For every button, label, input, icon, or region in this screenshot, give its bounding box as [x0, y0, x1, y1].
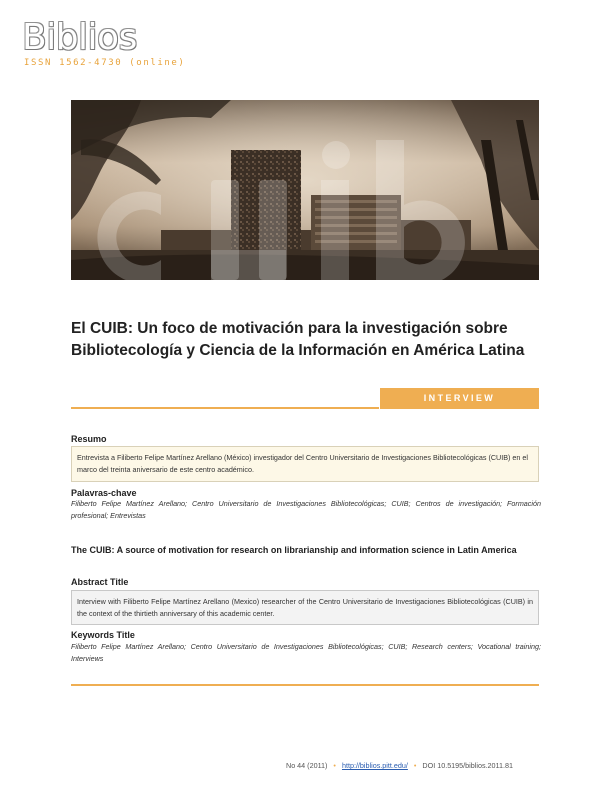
resumen-abstract: Entrevista a Filiberto Felipe Martínez Arellano (México) investigador del Centro Universitario de Investigaciones Bibliotecológicas (CUIB) en el marco del treinta aniversario de este centro académico. — [71, 446, 539, 482]
footer-issue: No 44 (2011) — [286, 761, 328, 770]
palabras-clave-text: Filiberto Felipe Martínez Arellano; Centro Universitario de Investigaciones Bibliotecológicas; CUIB; Centros de investigación; Formación profesional; Entrevistas — [71, 499, 541, 520]
english-title: The CUIB: A source of motivation for research on librarianship and information science in Latin America — [71, 545, 517, 555]
footer-separator: • — [333, 761, 336, 770]
keywords-text: Filiberto Felipe Martínez Arellano; Centro Universitario de Investigaciones Bibliotecológicas; CUIB; Research centers; Vocational training; Interviews — [71, 642, 541, 663]
footer-url-link[interactable]: http://biblios.pitt.edu/ — [341, 761, 408, 770]
abstract-label: Abstract Title — [71, 577, 129, 587]
footer-separator: • — [413, 761, 417, 770]
footer-doi: DOI 10.5195/biblios.2011.81 — [422, 761, 513, 770]
article-title: El CUIB: Un foco de motivación para la investigación sobre Bibliotecología y Ciencia de la Información en América Latina — [71, 320, 525, 359]
article-type-tag: INTERVIEW — [380, 388, 539, 409]
keywords-label: Keywords Title — [71, 630, 135, 640]
title-divider — [71, 407, 379, 409]
bottom-divider — [71, 684, 539, 686]
resumen-label: Resumo — [71, 434, 107, 444]
page-footer — [286, 761, 542, 770]
journal-logo: Biblios — [22, 17, 137, 58]
palabras-clave-label: Palavras-chave — [71, 488, 137, 498]
journal-issn: ISSN 1562-4730 (online) — [24, 58, 186, 68]
hero-image — [71, 100, 539, 280]
english-abstract: Interview with Filiberto Felipe Martínez Arellano (Mexico) researcher of the Centro Universitario de Investigaciones Bibliotecológicas (CUIB) in the context of the thirtieth anniversary of this academic center. — [71, 590, 539, 625]
